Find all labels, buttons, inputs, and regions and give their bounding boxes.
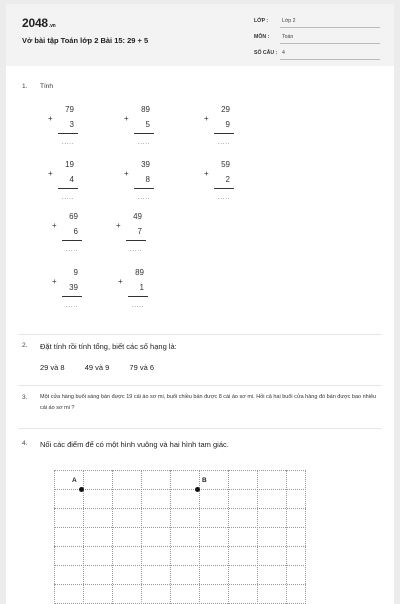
grid-line-horizontal [54, 527, 306, 528]
info-row-class [254, 16, 380, 28]
info-value: Lớp 2 [282, 18, 296, 24]
plus-sign: + [48, 169, 53, 178]
answer-blank[interactable]: ..... [129, 246, 142, 253]
question-number: 3. [22, 394, 28, 401]
grid-line-vertical [112, 470, 113, 604]
question-number: 1. [22, 83, 28, 90]
plus-sign: + [118, 277, 123, 286]
sum-line [128, 296, 148, 297]
grid-line-horizontal [54, 565, 306, 566]
sum-line [214, 188, 234, 189]
question-number: 4. [22, 440, 28, 447]
addition-problem [204, 160, 234, 214]
plus-sign: + [204, 114, 209, 123]
grid-line-vertical [228, 470, 229, 604]
addend-bottom: 2 [225, 175, 230, 184]
addend-bottom: 39 [69, 283, 78, 292]
sum-line [126, 240, 146, 241]
addend-top: 19 [65, 160, 74, 169]
addend-top: 89 [141, 105, 150, 114]
section-divider [18, 334, 382, 335]
addend-pair: 29 và 8 [40, 363, 65, 372]
info-value: Toán [282, 34, 294, 40]
addend-top: 89 [135, 268, 144, 277]
logo-sub: .vn [48, 23, 56, 29]
point-label-a: A [72, 477, 77, 484]
worksheet-title: Vở bài tập Toán lớp 2 Bài 15: 29 + 5 [22, 36, 149, 45]
plus-sign: + [52, 277, 57, 286]
answer-blank[interactable]: ..... [65, 246, 78, 253]
sum-line [62, 240, 82, 241]
plus-sign: + [116, 221, 121, 230]
addend-top: 29 [221, 105, 230, 114]
addend-bottom: 1 [139, 283, 144, 292]
question-number: 2. [22, 342, 28, 349]
addition-problem [204, 105, 234, 159]
sum-line [214, 133, 234, 134]
info-row-subject [254, 32, 380, 44]
addition-problem [124, 160, 154, 214]
addend-top: 39 [141, 160, 150, 169]
section-divider [18, 428, 382, 429]
worksheet-page [6, 4, 394, 604]
section-divider [18, 385, 382, 386]
grid-line-horizontal [54, 546, 306, 547]
addend-top: 79 [65, 105, 74, 114]
sum-line [134, 188, 154, 189]
answer-blank[interactable]: ..... [137, 139, 150, 146]
info-underline [280, 43, 380, 44]
grid-line-vertical [305, 470, 306, 604]
answer-blank[interactable]: ..... [217, 194, 230, 201]
grid-line-vertical [257, 470, 258, 604]
addend-top: 49 [133, 212, 142, 221]
grid-line-vertical [170, 470, 171, 604]
point-a-dot[interactable] [79, 487, 84, 492]
info-underline [280, 59, 380, 60]
addend-bottom: 4 [69, 175, 74, 184]
addend-top: 59 [221, 160, 230, 169]
sum-line [58, 188, 78, 189]
addend-bottom: 8 [145, 175, 150, 184]
addend-bottom: 7 [137, 227, 142, 236]
info-label: SỐ CÂU : [254, 50, 278, 56]
sum-line [134, 133, 154, 134]
info-underline [280, 27, 380, 28]
addend-top: 69 [69, 212, 78, 221]
sum-line [62, 296, 82, 297]
addition-problem [48, 160, 78, 214]
question-text: Đặt tính rồi tính tổng, biết các số hạng là: [40, 342, 177, 351]
info-label: MÔN : [254, 34, 270, 40]
answer-blank[interactable]: ..... [217, 139, 230, 146]
grid-line-horizontal [54, 489, 306, 490]
worksheet-header [6, 4, 394, 66]
answer-blank[interactable]: ..... [61, 139, 74, 146]
question-text: Tính [40, 83, 54, 90]
grid-line-horizontal [54, 508, 306, 509]
grid-line-horizontal [54, 584, 306, 585]
answer-blank[interactable]: ..... [65, 302, 78, 309]
addend-bottom: 9 [225, 120, 230, 129]
addend-top: 9 [73, 268, 78, 277]
dot-grid[interactable] [54, 470, 306, 604]
addend-bottom: 3 [69, 120, 74, 129]
info-value: 4 [282, 50, 285, 56]
addition-problem [118, 268, 148, 322]
addition-problem [52, 212, 82, 266]
plus-sign: + [48, 114, 53, 123]
info-row-question-count [254, 48, 380, 60]
addend-pair: 79 và 6 [129, 363, 155, 372]
point-label-b: B [202, 477, 207, 484]
addend-pairs [40, 363, 172, 372]
answer-blank[interactable]: ..... [137, 194, 150, 201]
question-text: Nối các điểm để có một hình vuông và hai hình tam giác. [40, 440, 229, 449]
grid-line-horizontal [54, 470, 306, 471]
addend-bottom: 5 [145, 120, 150, 129]
addend-bottom: 6 [73, 227, 78, 236]
site-logo[interactable] [22, 16, 56, 30]
plus-sign: + [204, 169, 209, 178]
question-text: Một cửa hàng buổi sáng bán được 19 cái áo sơ mi, buổi chiều bán được 8 cái áo sơ mi. Hỏi cả hai buổi cửa hàng đó bán được bao nhiêu cái áo sơ mi ? [40, 394, 377, 411]
grid-line-vertical [286, 470, 287, 604]
addition-problem [48, 105, 78, 159]
point-b-dot[interactable] [195, 487, 200, 492]
grid-line-vertical [141, 470, 142, 604]
sum-line [58, 133, 78, 134]
answer-blank[interactable]: ..... [131, 302, 144, 309]
addition-problem [116, 212, 146, 266]
plus-sign: + [124, 114, 129, 123]
addition-problem [52, 268, 82, 322]
addition-problem [124, 105, 154, 159]
info-label: LỚP : [254, 18, 269, 24]
answer-blank[interactable]: ..... [61, 194, 74, 201]
plus-sign: + [52, 221, 57, 230]
logo-main: 2048 [22, 16, 48, 30]
addend-pair: 49 và 9 [84, 363, 110, 372]
plus-sign: + [124, 169, 129, 178]
grid-line-vertical [54, 470, 55, 604]
